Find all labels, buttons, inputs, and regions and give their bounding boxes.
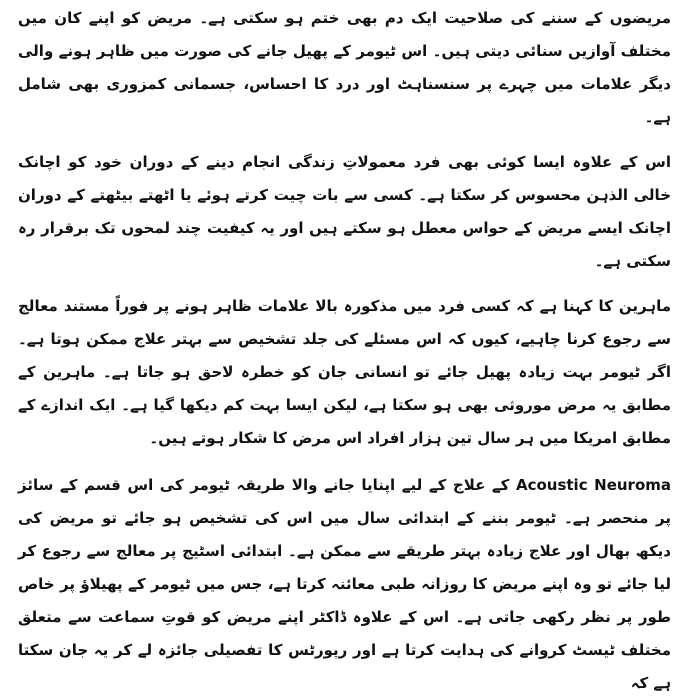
paragraph-treatment: Acoustic Neuroma کے علاج کے لیے اپنایا جانے والا طریقہ ٹیومر کی اس قسم کے سائز پر منحصر ہے۔ ٹیومر بننے کے ابتدائی سال میں اس کی تشخیص ہو جائے تو مریض کی دیکھ بھال اور علاج زیادہ بہتر طریقے سے ممکن ہے۔ ابتدائی اسٹیج پر معالج سے رجوع کر لیا جائے تو وہ اپنے مریض کا روزانہ طبی معائنہ کرتا ہے، جس میں ٹیومر کے پھیلاؤ پر خاص طور پر نظر رکھی جاتی ہے۔ اس کے علاوہ ڈاکٹر اپنے مریض کو قوتِ سماعت سے متعلق مختلف ٹیسٹ کروانے کی ہدایت کرتا ہے اور رپورٹس کا تفصیلی جائزہ لے کر یہ جان سکتا ہے کہ — [18, 476, 671, 692]
paragraph-hearing-symptoms: مریضوں کے سننے کی صلاحیت ایک دم بھی ختم ہو سکتی ہے۔ مریض کو اپنے کان میں مختلف آوازیں سنائی دیتی ہیں۔ اس ٹیومر کے پھیل جانے کی صورت میں ظاہر ہونے والی دیگر علامات میں چہرے پر سنسناہٹ اور درد کا احساس، جسمانی کمزوری بھی شامل ہے۔ — [18, 9, 671, 126]
article-body — [18, 0, 671, 700]
paragraph-blank-mind-episodes: اس کے علاوہ ایسا کوئی بھی فرد معمولاتِ زندگی انجام دینے کے دوران خود کو اچانک خالی الذہن محسوس کر سکتا ہے۔ کسی سے بات چیت کرتے ہوئے یا اٹھتے بیٹھتے کے دوران اچانک ایسے مریض کے حواس معطل ہو سکتے ہیں اور یہ کیفیت چند لمحوں تک برقرار رہ سکتی ہے۔ — [18, 153, 671, 270]
paragraph-expert-advice: ماہرین کا کہنا ہے کہ کسی فرد میں مذکورہ بالا علامات ظاہر ہونے پر فوراً مستند معالج سے رجوع کرنا چاہیے، کیوں کہ اس مسئلے کی جلد تشخیص سے بہتر علاج ممکن ہوتا ہے۔ اگر ٹیومر بہت زیادہ پھیل جائے تو انسانی جان کو خطرہ لاحق ہو جاتا ہے۔ ماہرین کے مطابق یہ مرض موروثی بھی ہو سکتا ہے، لیکن ایسا بہت کم دیکھا گیا ہے۔ ایک اندازے کے مطابق امریکا میں ہر سال تین ہزار افراد اس مرض کا شکار ہوتے ہیں۔ — [18, 297, 671, 447]
